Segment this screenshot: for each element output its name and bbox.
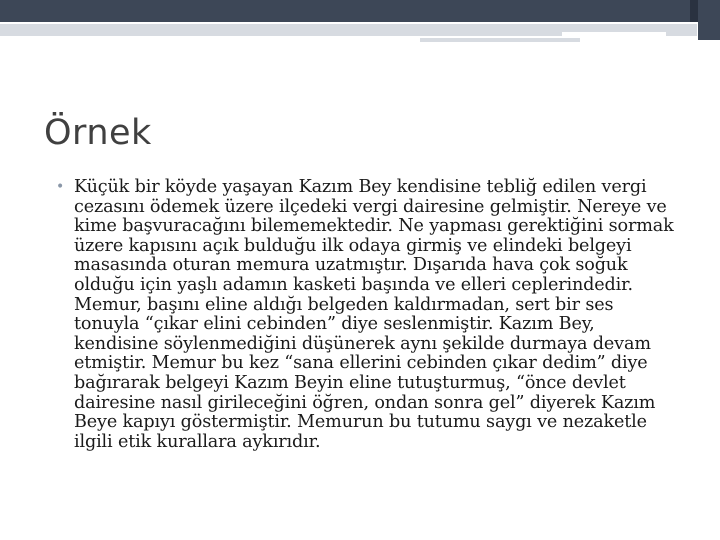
header-bar-dark — [0, 0, 720, 22]
bullet-text: Küçük bir köyde yaşayan Kazım Bey kendisine tebliğ edilen vergi cezasını ödemek üzere ilçedeki vergi dairesine gelmiştir. Nereye ve kime başvuracağını bilememektedir. Ne yapması gerektiğini sormak üzere kapısını açık bulduğu ilk odaya girmiş ve elindeki belgeyi masasında oturan memura uzatmıştır. Dışarıda hava çok soğuk olduğu için yaşlı adamın kasketi başında ve elleri ceplerindedir. Memur, başını eline aldığı belgeden kaldırmadan, sert bir ses tonuyla “çıkar elini cebinden” diye seslenmiştir. Kazım Bey, kendisine söylenmediğini düşünerek aynı şekilde durmaya devam etmiştir. Memur bu kez “sana ellerini cebinden çıkar dedim” diye bağırarak belgeyi Kazım Beyin eline tutuşturmuş, “önce devlet dairesine nasıl girileceğini öğren, ondan sonra gel” diyerek Kazım Beye kapıyı göstermiştir. Memurun bu tutumu saygı ve nezaketle ilgili etik kurallara aykırıdır. — [74, 177, 674, 452]
header-bar-accent — [690, 0, 698, 22]
header-bar-gap — [562, 32, 666, 36]
slide-title: Örnek — [44, 113, 152, 153]
bullet-list — [56, 178, 681, 452]
bullet-dot-icon: • — [56, 179, 65, 195]
bullet-item — [56, 178, 681, 452]
header-bar-right-tab — [698, 0, 720, 40]
header-bar-light-secondary — [420, 38, 580, 42]
